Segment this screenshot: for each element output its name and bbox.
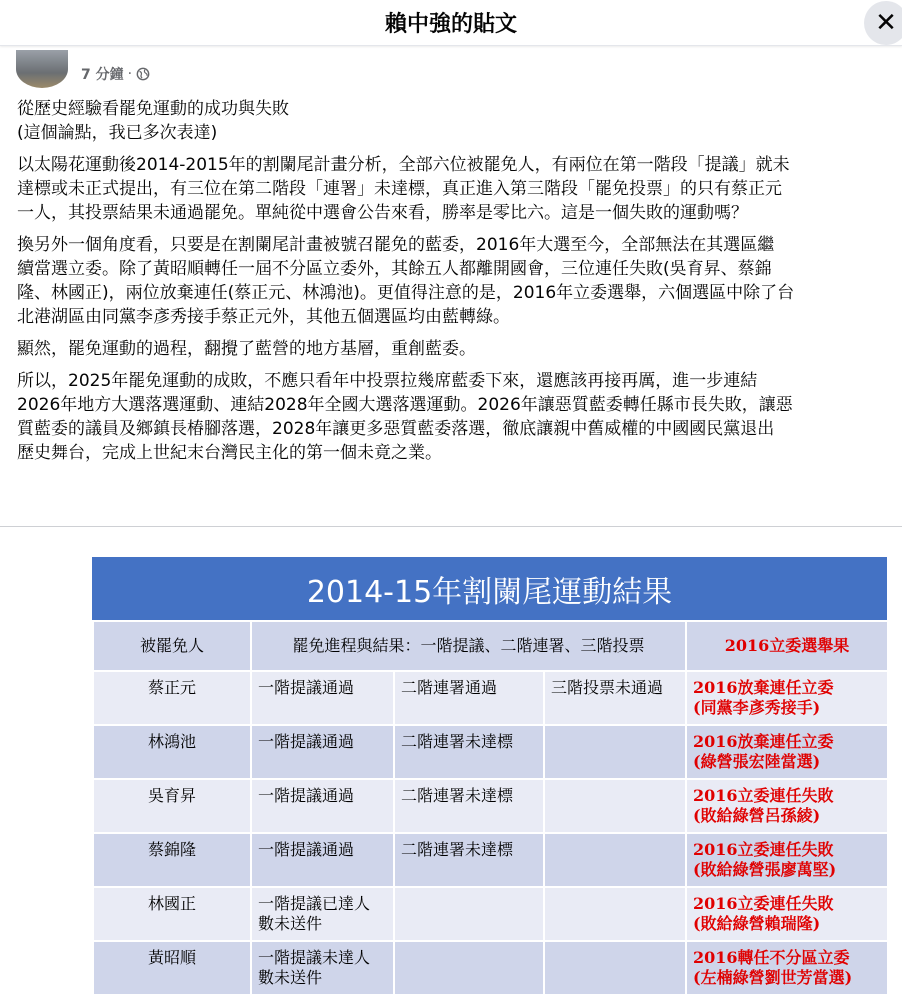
cell-2016-result: 2016立委連任失敗 (敗給綠營呂孫綾) xyxy=(686,779,888,833)
post-line: 續當選立委。除了黃昭順轉任一屆不分區立委外，其餘五人都離開國會，三位連任失敗(吳育昇、蔡錦 xyxy=(17,259,772,279)
post-line: (這個論點，我已多次表達) xyxy=(17,123,218,143)
cell-name: 黃昭順 xyxy=(93,941,251,995)
post-paragraph xyxy=(17,369,902,465)
close-button[interactable] xyxy=(864,1,902,45)
cell-stage1: 一階提議通過 xyxy=(251,833,394,887)
cell-stage3 xyxy=(544,833,686,887)
post-line: 所以，2025年罷免運動的成敗，不應只看年中投票拉幾席藍委下來，還應該再接再厲，進一步連結 xyxy=(17,371,758,391)
post-image-table[interactable] xyxy=(92,557,887,987)
post-paragraph xyxy=(17,337,902,361)
table-row xyxy=(93,833,888,887)
cell-stage3: 三階投票未通過 xyxy=(544,671,686,725)
post-dialog-header xyxy=(0,0,902,46)
cell-stage2: 二階連署未達標 xyxy=(394,725,544,779)
cell-2016-result: 2016放棄連任立委 (同黨李彥秀接手) xyxy=(686,671,888,725)
post-line: 一人，其投票結果未通過罷免。單純從中選會公告來看，勝率是零比六。這是一個失敗的運動嗎？ xyxy=(17,203,748,223)
cell-stage3 xyxy=(544,887,686,941)
post-line: 北港湖區由同黨李彥秀接手蔡正元外，其他五個選區均由藍轉綠。 xyxy=(17,307,510,327)
table-row xyxy=(93,779,888,833)
post-line: 以太陽花運動後2014-2015年的割闌尾計畫分析，全部六位被罷免人，有兩位在第一階段「提議」就未 xyxy=(17,155,790,175)
cell-stage3 xyxy=(544,725,686,779)
cell-name: 蔡錦隆 xyxy=(93,833,251,887)
cell-stage2 xyxy=(394,887,544,941)
cell-name: 林鴻池 xyxy=(93,725,251,779)
close-icon: ✕ xyxy=(875,8,897,38)
cell-2016-result: 2016轉任不分區立委 (左楠綠營劉世芳當選) xyxy=(686,941,888,995)
post-line: 2026年地方大選落選運動、連結2028年全國大選落選運動。2026年讓惡質藍委轉任縣市長失敗，讓惡 xyxy=(17,395,793,415)
dialog-title: 賴中強的貼文 xyxy=(384,12,517,37)
post-meta xyxy=(81,64,150,84)
cell-stage1: 一階提議通過 xyxy=(251,725,394,779)
cell-stage2: 二階連署未達標 xyxy=(394,833,544,887)
post-text xyxy=(17,97,902,473)
post-line: 質藍委的議員及鄉鎮長椿腳落選，2028年讓更多惡質藍委落選，徹底讓親中舊威權的中國國民黨退出 xyxy=(17,419,775,439)
cell-stage1: 一階提議通過 xyxy=(251,779,394,833)
cell-2016-result: 2016立委連任失敗 (敗給綠營張廖萬堅) xyxy=(686,833,888,887)
post-line: 歷史舞台，完成上世紀末台灣民主化的第一個未竟之業。 xyxy=(17,443,442,463)
cell-stage1: 一階提議未達人 數未送件 xyxy=(251,941,394,995)
meta-separator: · xyxy=(127,66,133,82)
post-line: 達標或未正式提出，有三位在第二階段「連署」未達標，真正進入第三階段「罷免投票」的只有蔡正元 xyxy=(17,179,782,199)
post-paragraph xyxy=(17,233,902,329)
post-line: 顯然，罷免運動的過程，翻攪了藍營的地方基層，重創藍委。 xyxy=(17,339,476,359)
table-header-row xyxy=(93,621,888,671)
post-paragraph xyxy=(17,153,902,225)
post-line: 換另外一個角度看，只要是在割闌尾計畫被號召罷免的藍委，2016年大選至今，全部無法在其選區繼 xyxy=(17,235,775,255)
post-divider xyxy=(0,526,902,527)
table-row xyxy=(93,671,888,725)
table-row xyxy=(93,725,888,779)
cell-stage2: 二階連署通過 xyxy=(394,671,544,725)
cell-stage3 xyxy=(544,779,686,833)
header-2016-election: 2016立委選舉果 xyxy=(686,621,888,671)
post-paragraph xyxy=(17,97,902,145)
table-title: 2014-15年割闌尾運動結果 xyxy=(92,557,887,620)
cell-2016-result: 2016立委連任失敗 (敗給綠營賴瑞隆) xyxy=(686,887,888,941)
post-line: 從歷史經驗看罷免運動的成功與失敗 xyxy=(17,99,289,119)
cell-name: 吳育昇 xyxy=(93,779,251,833)
cell-name: 蔡正元 xyxy=(93,671,251,725)
header-recall-progress: 罷免進程與結果：一階提議、二階連署、三階投票 xyxy=(251,621,686,671)
cell-stage1: 一階提議已達人 數未送件 xyxy=(251,887,394,941)
recall-results-table xyxy=(92,620,889,996)
cell-stage1: 一階提議通過 xyxy=(251,671,394,725)
cell-name: 林國正 xyxy=(93,887,251,941)
table-row xyxy=(93,887,888,941)
globe-icon[interactable] xyxy=(136,67,150,81)
post-line: 隆、林國正)，兩位放棄連任(蔡正元、林鴻池)。更值得注意的是，2016年立委選舉，六個選區中除了台 xyxy=(17,283,795,303)
cell-stage2: 二階連署未達標 xyxy=(394,779,544,833)
avatar[interactable] xyxy=(16,50,68,88)
header-recalled-person: 被罷免人 xyxy=(93,621,251,671)
cell-2016-result: 2016放棄連任立委 (綠營張宏陸當選) xyxy=(686,725,888,779)
post-timestamp[interactable]: 7 分鐘 xyxy=(81,67,124,83)
